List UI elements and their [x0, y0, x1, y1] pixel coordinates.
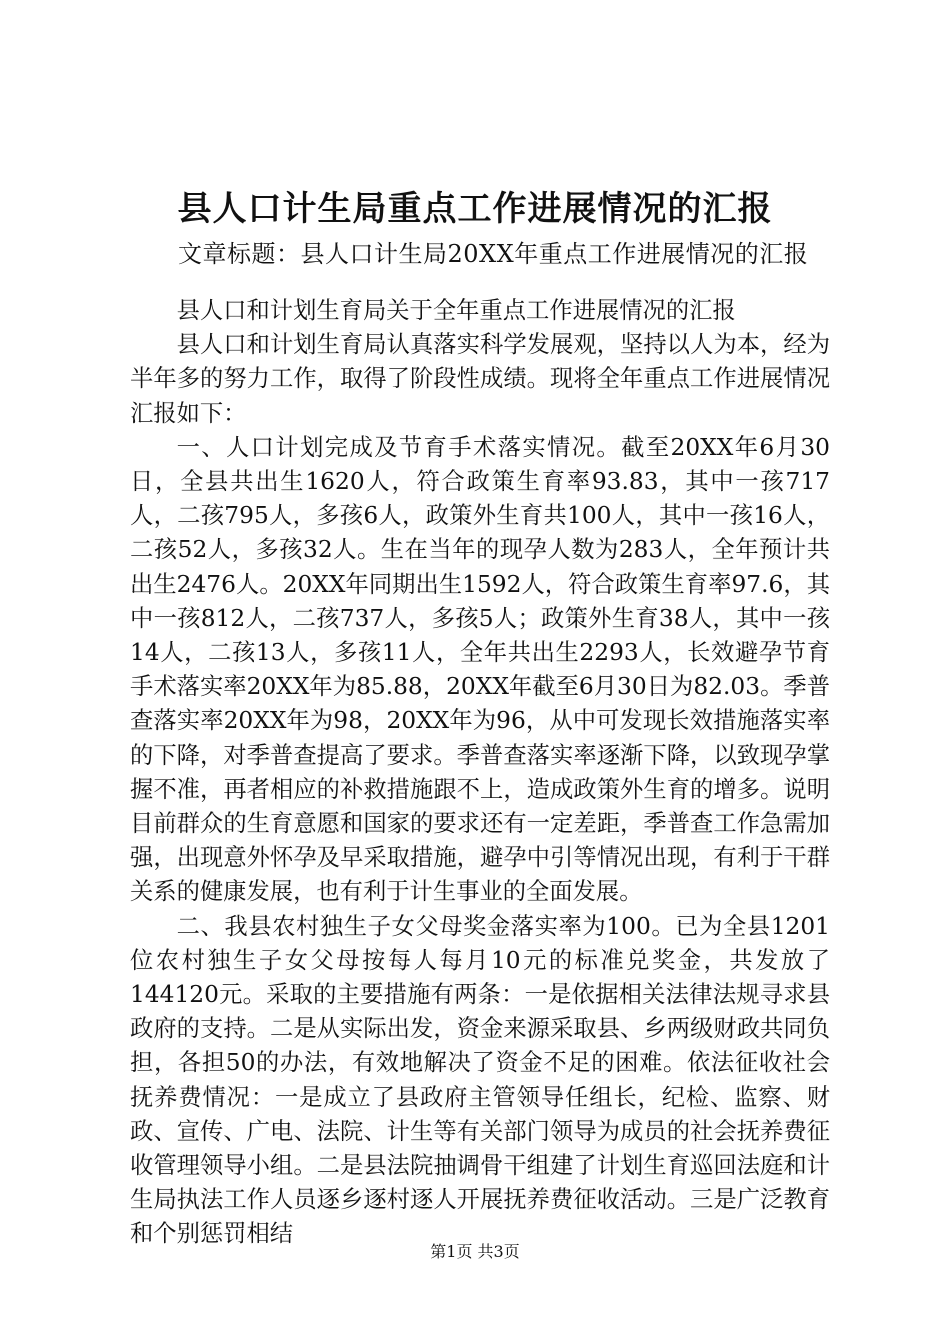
paragraph-intro: 县人口和计划生育局认真落实科学发展观，坚持以人为本，经为半年多的努力工作，取得了阶段性成绩。现将全年重点工作进展情况汇报如下： — [130, 331, 830, 427]
paragraph-section-one: 一、人口计划完成及节育手术落实情况。截至20XX年6月30日，全县共出生1620人，符合政策生育率93.83，其中一孩717人，二孩795人，多孩6人，政策外生育共100人，其中一孩16人，二孩52人，多孩32人。生在当年的现孕人数为283人，全年预计共出生2476人。20XX年同期出生1592人，符合政策生育率97.6，其中一孩812人，二孩737人，多孩5人；政策外生育38人，其中一孩14人，二孩13人，多孩11人，全年共出生2293人，长效避孕节育手术落实率20XX年为85.88，20XX年截至6月30日为82.03。季普查落实率20XX年为98，20XX年为96，从中可发现长效措施落实率的下降，对季普查提高了要求。季普查落实率逐渐下降，以致现孕掌握不准，再者相应的补救措施跟不上，造成政策外生育的增多。说明目前群众的生育意愿和国家的要求还有一定差距，季普查工作急需加强，出现意外怀孕及早采取措施，避孕中引等情况出现，有利于干群关系的健康发展，也有利于计生事业的全面发展。 — [130, 433, 830, 906]
document-title: 县人口计生局重点工作进展情况的汇报 — [177, 189, 773, 229]
document-subtitle: 文章标题：县人口计生局20XX年重点工作进展情况的汇报 — [178, 240, 809, 268]
document-body — [130, 294, 830, 1252]
paragraph-section-two: 二、我县农村独生子女父母奖金落实率为100。已为全县1201位农村独生子女父母按每人每月10元的标准兑奖金，共发放了144120元。采取的主要措施有两条：一是依据相关法律法规寻求县政府的支持。二是从实际出发，资金来源采取县、乡两级财政共同负担，各担50的办法，有效地解决了资金不足的困难。依法征收社会抚养费情况：一是成立了县政府主管领导任组长，纪检、监察、财政、宣传、广电、法院、计生等有关部门领导为成员的社会抚养费征收管理领导小组。二是县法院抽调骨干组建了计划生育巡回法庭和计生局执法工作人员逐乡逐村逐人开展抚养费征收活动。三是广泛教育和个别惩罚相结 — [130, 912, 830, 1248]
page-footer: 第1页 共3页 — [430, 1242, 520, 1261]
paragraph-heading: 县人口和计划生育局关于全年重点工作进展情况的汇报 — [176, 297, 736, 324]
